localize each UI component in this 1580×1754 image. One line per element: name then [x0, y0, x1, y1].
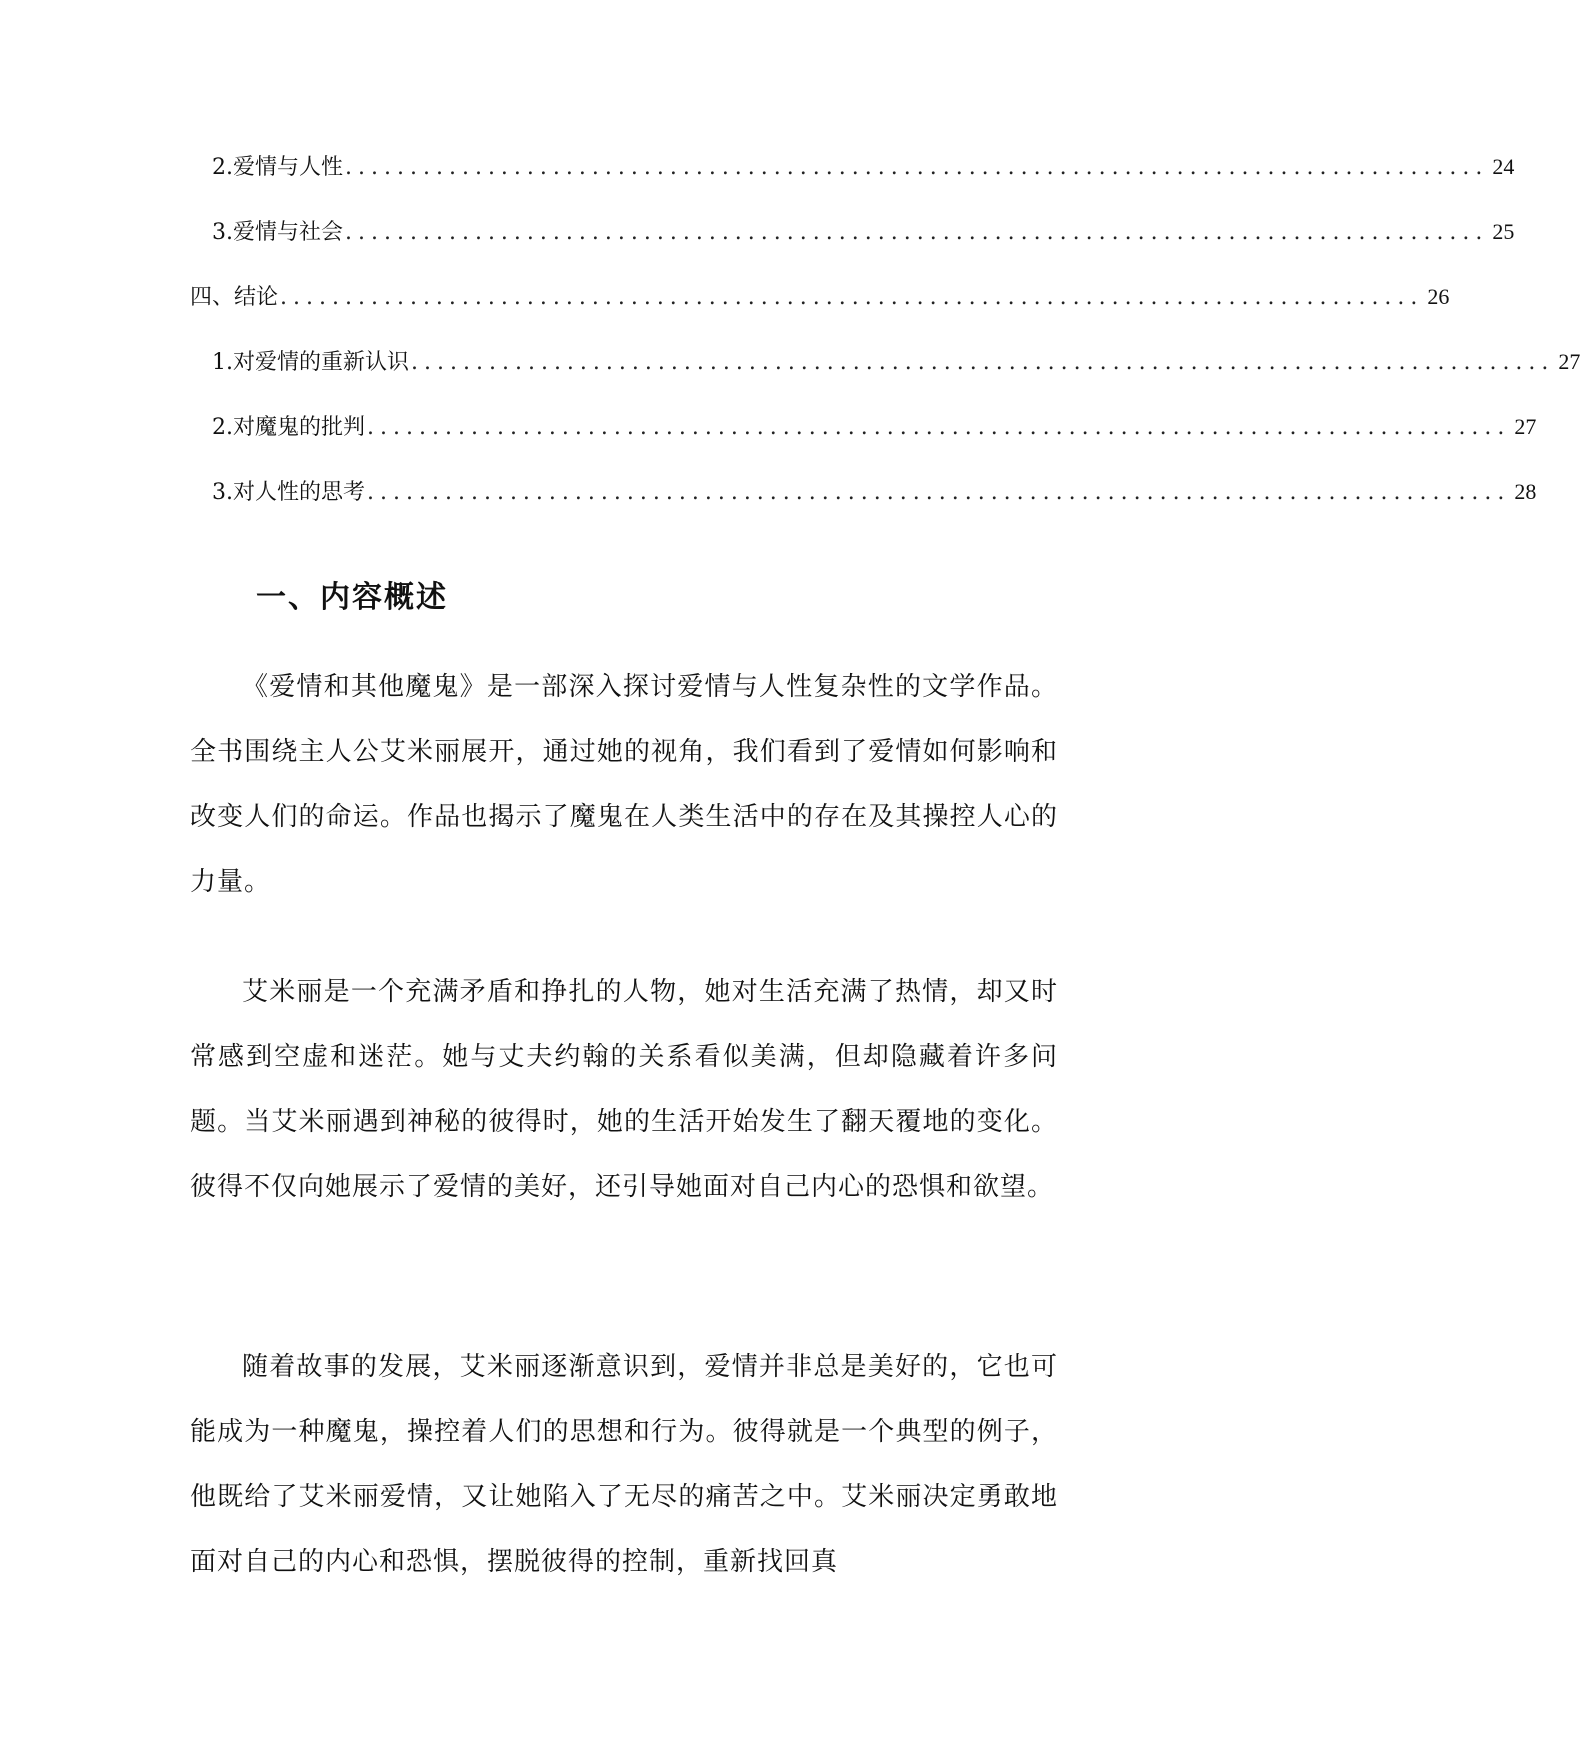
toc-entry[interactable]: [212, 150, 1515, 184]
toc-entry[interactable]: [190, 280, 1450, 314]
toc-entry-number: 2.: [212, 415, 233, 440]
toc-leader-dots: ........................................................................................: [411, 350, 1555, 375]
toc-entry-number: 3.: [212, 220, 233, 245]
body-paragraph: 艾米丽是一个充满矛盾和挣扎的人物，她对生活充满了热情，却又时常感到空虚和迷茫。她与丈夫约翰的关系看似美满，但却隐藏着许多问题。当艾米丽遇到神秘的彼得时，她的生活开始发生了翻天覆地的变化。彼得不仅向她展示了爱情的美好，还引导她面对自己内心的恐惧和欲望。: [190, 977, 1058, 1202]
toc-entry-title: 四、结论: [190, 285, 279, 310]
toc-entry[interactable]: [212, 475, 1537, 509]
toc-entry-page: 25: [1492, 219, 1515, 244]
toc-entry-title: 对魔鬼的批判: [233, 415, 366, 440]
toc-entry-page: 27: [1514, 414, 1537, 439]
toc-entry-title: 对人性的思考: [233, 480, 366, 505]
toc-entry-number: 2.: [212, 155, 233, 180]
body-paragraph: 《爱情和其他魔鬼》是一部深入探讨爱情与人性复杂性的文学作品。全书围绕主人公艾米丽展开，通过她的视角，我们看到了爱情如何影响和改变人们的命运。作品也揭示了魔鬼在人类生活中的存在及其操控人心的力量。: [190, 672, 1058, 897]
toc-entry-number: 1.: [212, 350, 233, 375]
toc-entry-title: 对爱情的重新认识: [233, 350, 410, 375]
toc-leader-dots: ........................................................................................: [367, 480, 1511, 505]
toc-entry-number: 3.: [212, 480, 233, 505]
toc-leader-dots: ........................................................................................: [345, 220, 1489, 245]
toc-leader-dots: ........................................................................................: [367, 415, 1511, 440]
toc-entry-page: 24: [1492, 154, 1515, 179]
section-heading: 一、内容概述: [256, 580, 448, 615]
toc-entry[interactable]: [212, 215, 1515, 249]
body-paragraph: 随着故事的发展，艾米丽逐渐意识到，爱情并非总是美好的，它也可能成为一种魔鬼，操控着人们的思想和行为。彼得就是一个典型的例子，他既给了艾米丽爱情，又让她陷入了无尽的痛苦之中。艾米丽决定勇敢地面对自己的内心和恐惧，摆脱彼得的控制，重新找回真: [190, 1352, 1058, 1577]
toc-entry-page: 26: [1427, 284, 1450, 309]
toc-entry-title: 爱情与社会: [233, 220, 344, 245]
toc-entry-title: 爱情与人性: [233, 155, 344, 180]
toc-leader-dots: ........................................................................................: [345, 155, 1489, 180]
toc-entry[interactable]: [212, 410, 1537, 444]
toc-entry[interactable]: [212, 345, 1580, 379]
toc-entry-page: 28: [1514, 479, 1537, 504]
toc-leader-dots: ........................................................................................: [280, 285, 1424, 310]
toc-entry-page: 27: [1558, 349, 1580, 374]
